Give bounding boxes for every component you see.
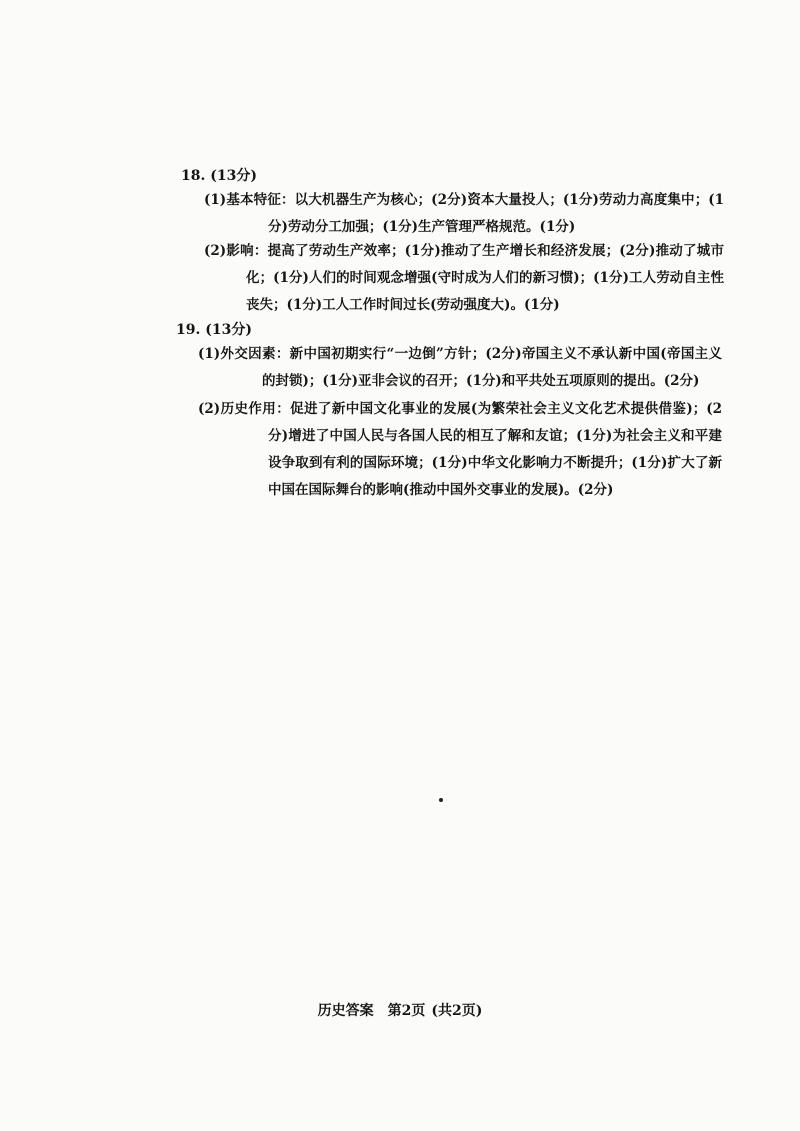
question-18-part-2	[204, 238, 724, 319]
part-text: 外交因素：新中国初期实行“一边倒”方针；(2分)帝国主义不承认新中国(帝国主义的封锁)；(1分)亚非会议的召开；(1分)和平共处五项原则的提出。(2分)	[220, 346, 722, 389]
question-19-heading: 19. (13分)	[176, 322, 252, 338]
footer-total-pages: (共2页)	[431, 1003, 483, 1019]
question-18-part-1	[204, 187, 724, 241]
part-text: 历史作用：促进了新中国文化事业的发展(为繁荣社会主义文化艺术提供借鉴)；(2分)增进了中国人民与各国人民的相互了解和友谊；(1分)为社会主义和平建设争取到有利的国际环境；(1分)中华文化影响力不断提升；(1分)扩大了新中国在国际舞台的影响(推动中国外交事业的发展)。(2分)	[220, 401, 722, 498]
part-label: (1)	[204, 192, 227, 208]
part-label: (2)	[204, 243, 227, 259]
footer-page-number: 第2页	[387, 1003, 426, 1019]
page-footer	[0, 1001, 800, 1021]
scan-speck	[439, 798, 443, 802]
question-18-heading: 18. (13分)	[181, 168, 257, 184]
part-label: (1)	[198, 346, 221, 362]
footer-subject: 历史答案	[317, 1003, 374, 1019]
question-19-part-1	[198, 341, 722, 395]
question-19-part-2	[198, 396, 722, 504]
part-text: 影响：提高了劳动生产效率；(1分)推动了生产增长和经济发展；(2分)推动了城市化；(1分)人们的时间观念增强(守时成为人们的新习惯)；(1分)工人劳动自主性丧失；(1分)工人工作时间过长(劳动强度大)。(1分)	[226, 243, 724, 313]
part-label: (2)	[198, 401, 221, 417]
part-text: 基本特征：以大机器生产为核心；(2分)资本大量投人；(1分)劳动力高度集中；(1分)劳动分工加强；(1分)生产管理严格规范。(1分)	[226, 192, 724, 235]
